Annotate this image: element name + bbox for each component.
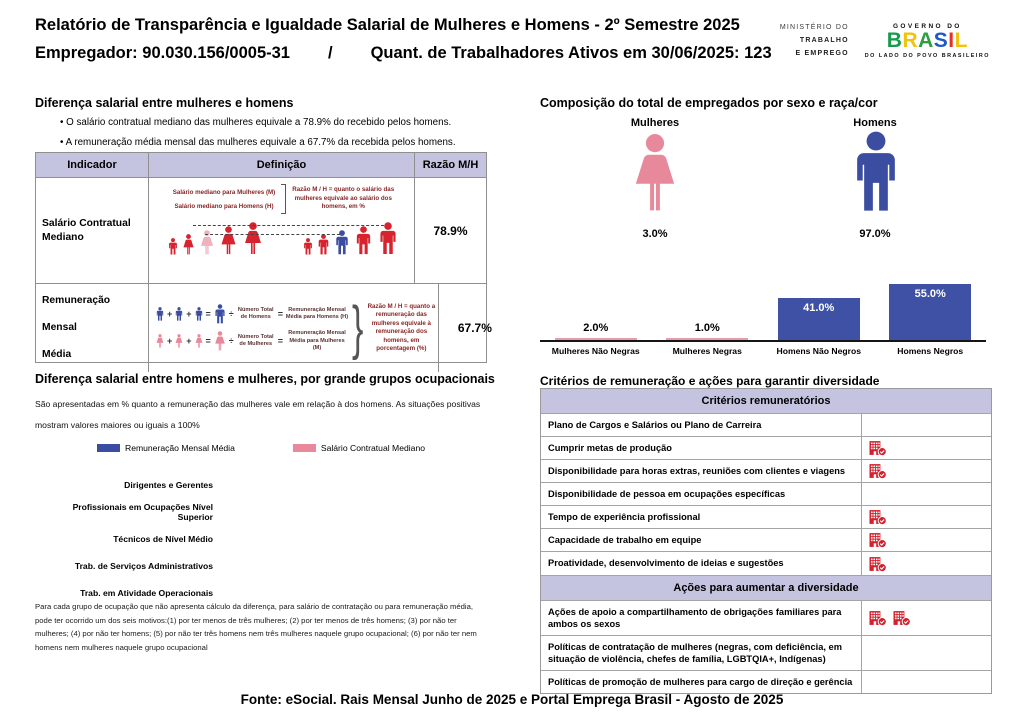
equals-sign: = [277, 309, 284, 320]
bar-category-label: Mulheres Negras [672, 346, 742, 356]
employer-id: Empregador: 90.030.156/0005-31 [35, 44, 290, 62]
equals-sign: = [205, 336, 211, 347]
criterion-row [541, 482, 991, 505]
curly-brace: } [352, 294, 364, 362]
bar-category-label: Homens Não Negros [776, 346, 862, 356]
criterion-label: Tempo de experiência profissional [548, 512, 701, 523]
col-definicao: Definição [148, 153, 414, 177]
criteria-section-title: Critérios de remuneração e ações para garantir diversidade [540, 374, 880, 388]
median-dashed-line [205, 234, 340, 235]
criterion-label: Cumprir metas de produção [548, 443, 672, 454]
criteria-table [540, 388, 992, 694]
women-divisor-label: Número Total de Mulheres [237, 333, 274, 348]
occupational-legend [35, 443, 487, 453]
table-row-remuneracao-media [36, 283, 492, 362]
criterion-row [541, 436, 991, 459]
person-icon [376, 222, 400, 255]
plus-sign: + [186, 309, 192, 320]
occupation-group-label: Dirigentes e Gerentes [124, 479, 213, 490]
person-icon [174, 307, 184, 321]
legend-swatch-pink [293, 444, 316, 452]
government-logo [780, 22, 990, 61]
bar-value-label [555, 338, 637, 342]
men-divisor-label: Número Total de Homens [237, 306, 274, 321]
gov-logo-top: GOVERNO DO [892, 23, 962, 31]
women-percentage: 3.0% [642, 228, 668, 240]
divide-sign: ÷ [228, 336, 234, 347]
criterion-status-cell [861, 671, 991, 693]
median-dashed-line [193, 225, 384, 226]
legend-remuneracao [97, 443, 235, 453]
crowd-illustration [157, 222, 410, 255]
company-check-icon [868, 463, 887, 479]
gov-logo-slogan: DO LADO DO POVO BRASILEIRO [864, 53, 990, 60]
pay-gap-bullet-2: • A remuneração média mensal das mulheres equivale a 67.7% da recebida pelos homens. [60, 137, 456, 148]
criterion-label: Políticas de contratação de mulheres (negras, com deficiência, em situação de violência, chefes de família, LGBTQIA+, Indígenas) [548, 641, 842, 664]
col-razao: Razão M/H [414, 153, 486, 177]
bar-chart-plot [540, 268, 986, 342]
criterion-status-cell [861, 529, 991, 551]
plus-sign: + [186, 336, 192, 347]
plus-sign: + [167, 336, 173, 347]
criterion-label: Disponibilidade para horas extras, reuniões com clientes e viagens [548, 466, 846, 477]
bar-mulheres-negras [652, 268, 764, 340]
person-icon [213, 331, 227, 351]
legend-label: Remuneração Mensal Média [124, 443, 235, 453]
criterion-label: Políticas de promoção de mulheres para cargo de direção e gerência [548, 676, 853, 687]
criterion-row [541, 413, 991, 436]
bar [889, 284, 971, 340]
woman-icon [627, 133, 683, 213]
ratio-value-median: 78.9% [414, 178, 486, 283]
bar [666, 338, 748, 340]
person-icon [218, 226, 239, 255]
ratio-value-average: 67.7% [438, 284, 510, 372]
equals-sign: = [205, 309, 211, 320]
men-average-equation [155, 304, 349, 324]
legend-salario [293, 443, 425, 453]
indicator-label [36, 284, 148, 372]
occupational-subtitle: São apresentadas em % quanto a remuneração das mulheres vale em relação à dos homens. As situações positivas mostram valores maiores ou iguais a 100% [35, 399, 481, 430]
women-result-label: Remuneração Mensal Média para Mulheres (M) [288, 330, 346, 351]
occupation-group-label: Técnicos de Nível Médio [113, 533, 213, 544]
criteria-header-acoes: Ações para aumentar a diversidade [541, 575, 991, 600]
person-icon [302, 238, 314, 255]
women-crowd [167, 222, 265, 255]
median-ratio-note: Razão M / H = quanto o salário das mulheres equivale ao salário dos homens, em % [292, 186, 395, 211]
bar-homens-negros [875, 268, 987, 340]
bracket [281, 184, 286, 214]
bar-value-label: 41.0% [803, 302, 835, 314]
person-icon [194, 334, 204, 348]
criteria-header-remuneratorios: Critérios remuneratórios [541, 389, 991, 413]
criterion-status-cell [861, 414, 991, 436]
bar-value-label: 55.0% [914, 288, 946, 300]
occupational-footnote: Para cada grupo de ocupação que não apresenta cálculo da diferença, para salário de contratação ou para remuneração média, pode ter ocorrido um dos seis motivos:(1) por ter menos de três mulheres; (2) por ter menos de três homens; (3) por não ter mulheres; (4) por não ter homens; (5) por não ter três homens nem três mulheres naquele grupo ocupacional; (6) por não ter nem homens nem mulheres naquele grupo ocupacional [35, 602, 477, 652]
criterion-label: Disponibilidade de pessoa em ocupações específicas [548, 489, 786, 500]
men-crowd [302, 222, 400, 255]
average-ratio-note: Razão M / H = quanto a remuneração das mulheres equivale à remuneração dos homens, em porcentagem (%) [367, 303, 436, 352]
ministry-line: E EMPREGO [795, 49, 849, 57]
criterion-label: Capacidade de trabalho em equipe [548, 535, 702, 546]
men-percentage: 97.0% [859, 228, 891, 240]
women-figure-label: Mulheres [630, 117, 680, 129]
criterion-status-cell [861, 636, 991, 670]
men-result-label: Remuneração Mensal Média para Homens (H) [285, 306, 349, 321]
person-icon [181, 234, 196, 255]
composition-section-title: Composição do total de empregados por sexo e raça/cor [540, 96, 878, 110]
company-check-icon [868, 532, 887, 548]
plus-sign: + [167, 309, 173, 320]
criterion-row [541, 551, 991, 574]
median-women-label: Salário mediano para Mulheres (M) [172, 188, 276, 196]
criterion-status-cell [861, 601, 991, 635]
bar [778, 298, 860, 340]
ministry-line: MINISTÉRIO DO [779, 24, 849, 31]
company-check-icon [868, 509, 887, 525]
occupation-group-label: Profissionais em Ocupações Nível Superior [72, 502, 213, 522]
title-separator: / [328, 44, 333, 62]
indicator-label-line: Remuneração Mensal [42, 295, 111, 333]
occupational-section-title: Diferença salarial entre homens e mulheres, por grande grupos ocupacionais [35, 372, 495, 386]
man-icon [847, 130, 905, 214]
criterion-label: Ações de apoio a compartilhamento de obrigações familiares para ambos os sexos [548, 606, 842, 629]
definition-graphic-median [148, 178, 414, 283]
median-men-label: Salário mediano para Homens (H) [174, 202, 274, 210]
criterion-row [541, 635, 991, 670]
divide-sign: ÷ [228, 309, 234, 320]
person-icon [213, 304, 227, 324]
person-icon [167, 238, 179, 255]
person-icon [316, 234, 331, 255]
criterion-status-cell [861, 483, 991, 505]
bar-category-label: Mulheres Não Negras [551, 346, 640, 356]
indicator-label-line: Média [42, 348, 72, 360]
bar-value-label: 2.0% [583, 322, 609, 334]
criterion-row [541, 459, 991, 482]
women-average-equation [155, 330, 349, 352]
source-footer: Fonte: eSocial. Rais Mensal Junho de 2025 e Portal Emprega Brasil - Agosto de 2025 [240, 692, 784, 707]
criterion-status-cell [861, 437, 991, 459]
person-icon [241, 222, 265, 255]
criterion-row [541, 505, 991, 528]
pay-gap-bullet-1: • O salário contratual mediano das mulheres equivale a 78.9% do recebido pelos homens. [60, 117, 451, 128]
bar-value-label: 1.0% [694, 322, 720, 334]
legend-label: Salário Contratual Mediano [320, 443, 425, 453]
race-sex-bar-chart [540, 268, 986, 356]
indicator-table-header [36, 153, 486, 178]
criterion-row [541, 600, 991, 635]
bar-mulheres-nao-negras [540, 268, 652, 340]
criterion-status-cell [861, 506, 991, 528]
criterion-row [541, 528, 991, 551]
legend-swatch-blue [97, 444, 120, 452]
company-check-icon [892, 610, 911, 626]
ministry-line: TRABALHO [799, 36, 849, 44]
person-icon [194, 307, 204, 321]
company-check-icon [868, 440, 887, 456]
report-title: Relatório de Transparência e Igualdade Salarial de Mulheres e Homens - 2º Semestre 2025 [35, 16, 740, 34]
definition-graphic-average [148, 284, 438, 372]
occupation-group-label: Trab. em Atividade Operacionais [80, 587, 213, 598]
criterion-label: Proatividade, desenvolvimento de ideias e sugestões [548, 558, 784, 569]
occupational-categories [35, 472, 213, 607]
person-icon [155, 307, 165, 321]
gov-brasil-wordmark: BRASIL [886, 29, 968, 53]
criterion-status-cell [861, 552, 991, 574]
person-icon [353, 226, 374, 255]
indicator-label: Salário Contratual Mediano [42, 218, 131, 243]
criterion-status-cell [861, 460, 991, 482]
bar [555, 338, 637, 340]
person-icon [174, 334, 184, 348]
bar-value-label [666, 338, 748, 342]
report-subtitle [35, 44, 772, 63]
col-indicador: Indicador [67, 159, 117, 171]
criterion-label: Plano de Cargos e Salários ou Plano de Carreira [548, 420, 762, 430]
bar-category-label: Homens Negros [897, 346, 964, 356]
pay-gap-section-title: Diferença salarial entre mulheres e homens [35, 96, 294, 110]
person-icon [155, 334, 165, 348]
occupation-group-label: Trab. de Serviços Administrativos [74, 560, 213, 571]
company-check-icon [868, 556, 887, 572]
criterion-row [541, 670, 991, 693]
equals-sign: = [277, 336, 284, 347]
indicator-table [35, 152, 492, 363]
men-figure-label: Homens [853, 117, 897, 129]
ministry-wordmark [780, 22, 849, 61]
table-row-salario-mediano [36, 178, 486, 283]
bar-homens-nao-negros [763, 268, 875, 340]
bar-chart-categories [540, 342, 986, 356]
company-check-icon [868, 610, 887, 626]
gov-brasil-logo [865, 23, 990, 59]
active-workers-count: Quant. de Trabalhadores Ativos em 30/06/2025: 123 [370, 44, 772, 62]
